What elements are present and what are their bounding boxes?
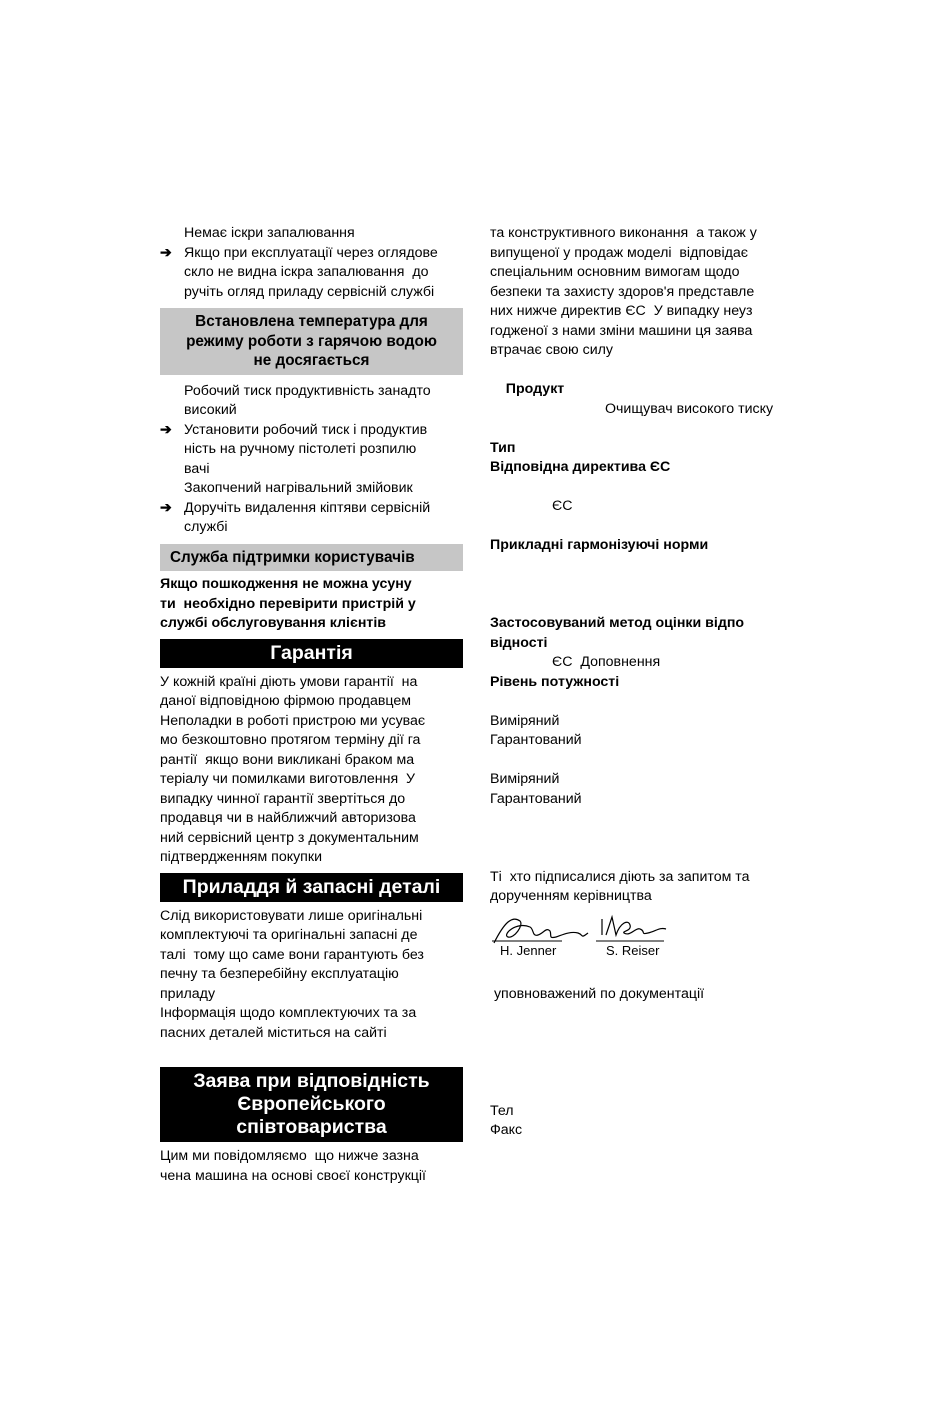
left-column <box>160 224 463 1186</box>
directive-label: Відповідна директива ЄС <box>490 459 671 475</box>
product-value: Очищувач високого тиску <box>605 400 774 417</box>
trouble-cause: Немає іскри запалювання <box>184 225 355 241</box>
right-column <box>490 224 810 1141</box>
temperature-action-2: ➔ Доручіть видалення кіптяви сервісній службі <box>160 498 431 535</box>
temperature-fault-1: Робочий тиск продуктивність занадто високий <box>184 382 431 418</box>
signatures <box>490 913 810 969</box>
authorized-text: уповноважений по документації <box>490 985 705 1002</box>
support-text: Якщо пошкодження не можна усуну ти необхідно перевірити пристрій у службі обслуговування клієнтів <box>160 576 416 631</box>
declaration-intro: та конструктивного виконання а також у випущеної у продаж моделі відповідає спеціальним основним вимогам щодо безпеки та захисту здоров'я представле них нижче директив ЄС У випадку неуз годженої з нами зміни машини ця заява втрачає свою силу <box>490 225 757 358</box>
arrow-right-icon: ➔ <box>160 420 172 437</box>
warranty-heading: Гарантія <box>160 639 463 668</box>
trouble-action: ➔ Якщо при експлуатації через оглядове скло не видна іскра запалювання до ручіть огляд приладу сервісній службі <box>160 243 438 300</box>
signer-jenner: H. Jenner <box>500 942 557 958</box>
directive-value: ЄС <box>552 498 573 514</box>
product-row <box>490 361 810 439</box>
norms-label: Прикладні гармонізуючі норми <box>490 537 709 553</box>
guaranteed-label-2: Гарантований <box>490 790 582 807</box>
power-label: Рівень потужності <box>490 673 620 690</box>
temperature-heading: Встановлена температура для режиму роботи з гарячою водою не досягається <box>160 308 463 375</box>
parts-heading: Приладдя й запасні деталі <box>160 873 463 902</box>
tel-label: Тел <box>490 1102 514 1119</box>
signer-reiser: S. Reiser <box>606 942 660 958</box>
measured-label-2: Виміряний <box>490 771 560 787</box>
ec-declaration-heading: Заява при відповідність Європейського співтовариства <box>160 1067 463 1142</box>
ec-declaration-text: Цим ми повідомляємо що нижче зазна чена машина на основі своєї конструкції <box>160 1148 426 1184</box>
signature-text: Ті хто підписалися діють за запитом та дорученням керівництва <box>490 868 750 904</box>
method-label: Застосовуваний метод оцінки відпо відності <box>490 615 745 651</box>
fax-label: Факс <box>490 1122 523 1138</box>
warranty-text: У кожній країні діють умови гарантії на даної відповідною фірмою продавцем Неполадки в роботі пристрою ми усуває мо безкоштовно протягом терміну дії га рантії якщо вони викликані браком ма теріалу чи помилками виготовлення У випадку чинної гарантії звертіться до продавця чи в найближчий авторизова ний сервісний центр з документальним підтвердженням покупки <box>160 673 426 865</box>
guaranteed-label-1: Гарантований <box>490 732 582 748</box>
arrow-right-icon: ➔ <box>160 243 172 260</box>
method-value: ЄС Доповнення <box>552 654 661 670</box>
product-label: Продукт <box>505 381 565 397</box>
parts-text: Слід використовувати лише оригінальні комплектуючі та оригінальні запасні де талі тому що саме вони гарантують без печну та безперебійну експлуатацію приладу Інформація щодо комплектуючих та за пасних деталей міститься на сайті <box>160 907 424 1041</box>
temperature-action-1: ➔ Установити робочий тиск і продуктив ність на ручному пістолеті розпилю вачі <box>160 420 428 477</box>
handwritten-signatures <box>490 913 680 945</box>
arrow-right-icon: ➔ <box>160 498 172 515</box>
temperature-fault-2: Закопчений нагрівальний змійовик <box>184 480 413 496</box>
type-label: Тип <box>490 439 516 456</box>
support-heading: Служба підтримки користувачів <box>160 544 463 572</box>
measured-label-1: Виміряний <box>490 712 560 729</box>
